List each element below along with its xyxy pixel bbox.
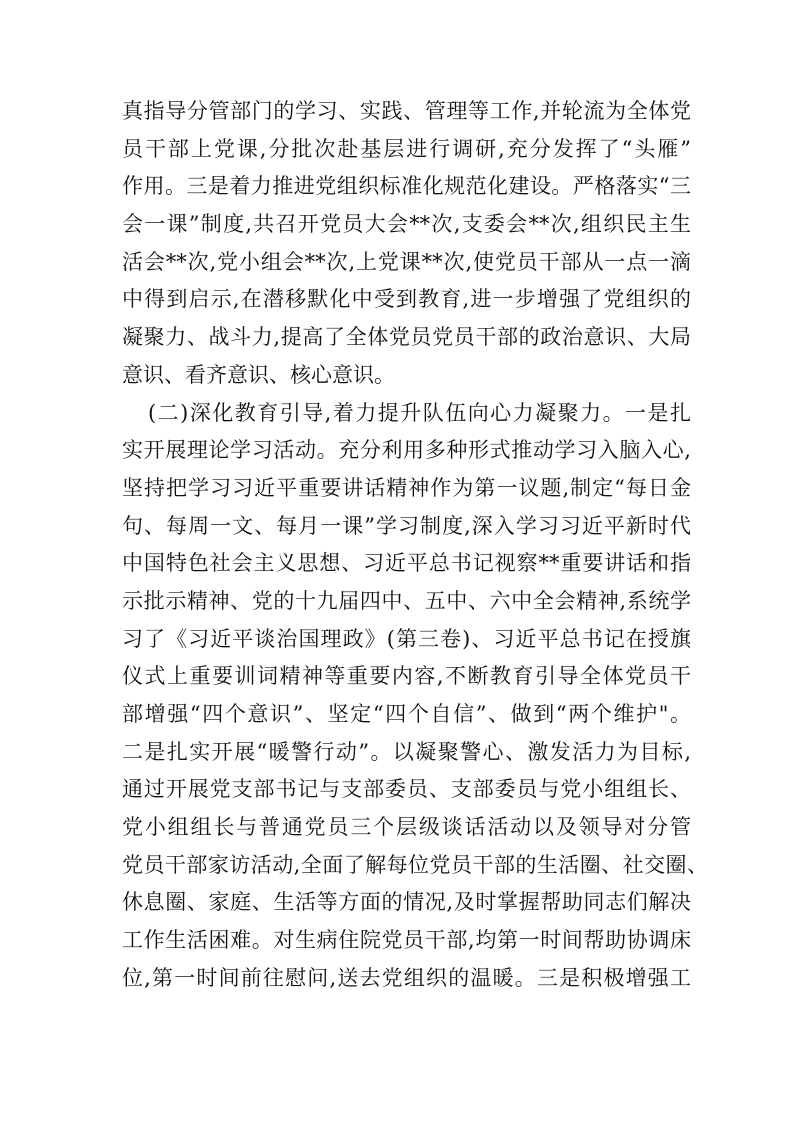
text-line: 党小组组长与普通党员三个层级谈话活动以及领导对分管 xyxy=(122,815,691,840)
text-line: 二是扎实开展“暖警行动”。以凝聚警心、激发活力为目标, xyxy=(122,739,691,764)
text-line: 坚持把学习习近平重要讲话精神作为第一议题,制定“每日金 xyxy=(122,475,691,500)
document-page xyxy=(122,93,708,998)
text-line: 示批示精神、党的十九届四中、五中、六中全会精神,系统学 xyxy=(122,588,691,613)
text-line: 党员干部家访活动,全面了解每位党员干部的生活圈、社交圈、 xyxy=(122,852,708,877)
text-line: 中国特色社会主义思想、习近平总书记视察**重要讲话和指 xyxy=(122,551,691,576)
text-line: 位,第一时间前往慰问,送去党组织的温暖。三是积极增强工 xyxy=(122,965,691,990)
text-line: 习了《习近平谈治国理政》(第三卷)、习近平总书记在授旗 xyxy=(122,626,691,651)
text-line: 中得到启示,在潜移默化中受到教育,进一步增强了党组织的 xyxy=(122,287,691,312)
text-line: 会一课”制度,共召开党员大会**次,支委会**次,组织民主生 xyxy=(122,212,691,237)
text-line: 作用。三是着力推进党组织标准化规范化建设。严格落实“三 xyxy=(122,174,691,199)
text-line: 部增强“四个意识”、坚定“四个自信”、做到“两个维护"。 xyxy=(122,702,691,726)
text-line: 真指导分管部门的学习、实践、管理等工作,并轮流为全体党 xyxy=(122,99,691,123)
text-line: 通过开展党支部书记与支部委员、支部委员与党小组组长、 xyxy=(122,777,691,802)
text-line: 休息圈、家庭、生活等方面的情况,及时掌握帮助同志们解决 xyxy=(122,890,691,915)
text-line: 凝聚力、战斗力,提高了全体党员党员干部的政治意识、大局 xyxy=(122,325,691,350)
text-line: 仪式上重要训词精神等重要内容,不断教育引导全体党员干 xyxy=(122,664,691,689)
text-line: 实开展理论学习活动。充分利用多种形式推动学习入脑入心, xyxy=(122,438,691,463)
text-line: 活会**次,党小组会**次,上党课**次,使党员干部从一点一滴 xyxy=(122,249,691,274)
text-line: 意识、看齐意识、核心意识。 xyxy=(122,362,395,387)
text-line: 工作生活困难。对生病住院党员干部,均第一时间帮助协调床 xyxy=(122,928,691,953)
section-heading-line: (二)深化教育引导,着力提升队伍向心力凝聚力。一是扎 xyxy=(148,400,691,425)
text-line: 句、每周一文、每月一课”学习制度,深入学习习近平新时代 xyxy=(122,513,691,538)
text-line: 员干部上党课,分批次赴基层进行调研,充分发挥了“头雁” xyxy=(122,136,691,161)
